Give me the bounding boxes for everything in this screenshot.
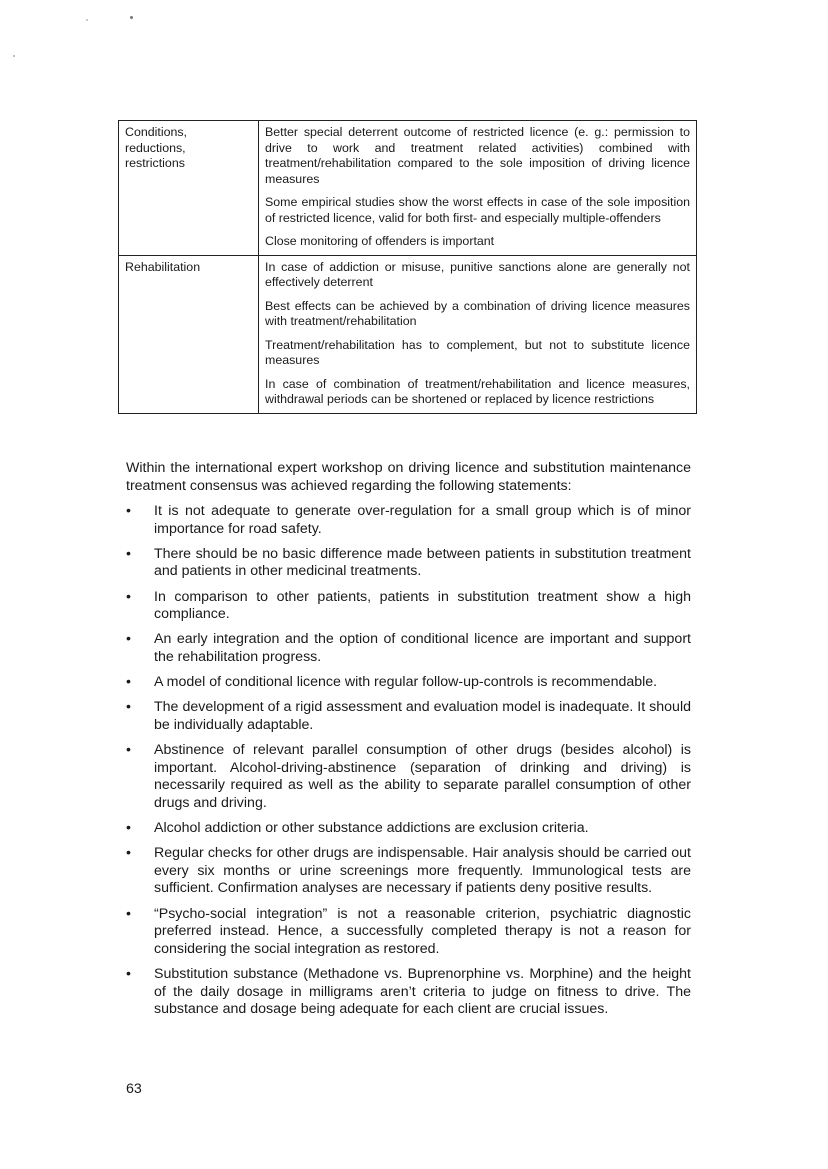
list-item-text: Abstinence of relevant parallel consumption of other drugs (besides alcohol) is important. Alcohol-driving-abstinence (separation of drinking and driving) is necessarily required as well as the ability to separate parallel consumption of other drugs and driving. [154, 742, 691, 811]
row-label: Rehabilitation [119, 255, 259, 413]
bullet-icon: • [126, 545, 131, 562]
list-item-text: An early integration and the option of conditional licence are important and support the rehabilitation progress. [154, 631, 691, 665]
bullet-icon: • [126, 631, 131, 648]
table-row [119, 121, 697, 256]
measures-table [118, 120, 697, 414]
list-item [126, 906, 691, 959]
list-item [126, 699, 691, 734]
list-item [126, 966, 691, 1019]
page-number: 63 [126, 1081, 142, 1097]
list-item-text: Substitution substance (Methadone vs. Buprenorphine vs. Morphine) and the height of the daily dosage in milligrams aren’t criteria to judge on fitness to drive. The substance and dosage being adequate for each client are crucial issues. [154, 966, 691, 1018]
list-item-text: There should be no basic difference made between patients in substitution treatment and patients in other medicinal treatments. [154, 545, 691, 580]
list-item-text: In comparison to other patients, patients in substitution treatment show a high compliance. [154, 588, 691, 623]
intro-paragraph: Within the international expert workshop on driving licence and substitution maintenance treatment consensus was achieved regarding the following statements: [126, 460, 691, 494]
description-paragraph: Best effects can be achieved by a combination of driving licence measures with treatment/rehabilitation [265, 298, 690, 328]
scan-speck [13, 55, 15, 57]
bullet-icon: • [126, 674, 131, 691]
description-paragraph: Some empirical studies show the worst effects in case of the sole imposition of restricted licence, valid for both first- and especially multiple-offenders [265, 195, 690, 225]
bullet-icon: • [126, 820, 131, 837]
list-item [126, 503, 691, 538]
description-paragraph: In case of addiction or misuse, punitive sanctions alone are generally not effectively deterrent [265, 259, 690, 289]
list-item [126, 742, 691, 812]
description-paragraph: Better special deterrent outcome of restricted licence (e. g.: permission to drive to work and treatment related activities) combined with treatment/rehabilitation compared to the sole imposition of driving licence measures [265, 125, 690, 186]
list-item-text: Regular checks for other drugs are indispensable. Hair analysis should be carried out every six months or urine screenings more frequently. Immunological tests are sufficient. Confirmation analyses are necessary if patients deny positive results. [154, 845, 691, 897]
bullet-icon: • [126, 845, 131, 862]
scan-speck [130, 16, 133, 19]
row-label: Conditions, reductions, restrictions [119, 121, 259, 256]
list-item-text: The development of a rigid assessment and evaluation model is inadequate. It should be individually adaptable. [154, 699, 691, 733]
row-description [259, 121, 697, 256]
list-item [126, 674, 691, 692]
consensus-list [126, 503, 691, 1026]
row-description [259, 255, 697, 413]
scan-speck [86, 19, 88, 21]
bullet-icon: • [126, 742, 131, 759]
list-item-text: “Psycho-social integration” is not a reasonable criterion, psychiatric diagnostic preferred instead. Hence, a successfully completed therapy is not a reason for considering the social integration as restored. [154, 905, 691, 957]
bullet-icon: • [126, 588, 131, 605]
list-item [126, 546, 691, 581]
table-row [119, 255, 697, 413]
bullet-icon: • [126, 503, 131, 519]
list-item-text: A model of conditional licence with regular follow-up-controls is recommendable. [154, 674, 658, 691]
bullet-icon: • [126, 966, 131, 982]
list-item [126, 631, 691, 666]
list-item-text: It is not adequate to generate over-regulation for a small group which is of minor importance for road safety. [154, 503, 691, 537]
description-paragraph: Close monitoring of offenders is important [265, 234, 495, 248]
bullet-icon: • [126, 905, 131, 922]
description-paragraph: Treatment/rehabilitation has to complement, but not to substitute licence measures [265, 337, 690, 367]
list-item [126, 845, 691, 898]
bullet-icon: • [126, 699, 131, 716]
list-item-text: Alcohol addiction or other substance addictions are exclusion criteria. [154, 820, 589, 837]
list-item [126, 820, 691, 838]
description-paragraph: In case of combination of treatment/rehabilitation and licence measures, withdrawal periods can be shortened or replaced by licence restrictions [265, 376, 690, 406]
list-item [126, 589, 691, 624]
